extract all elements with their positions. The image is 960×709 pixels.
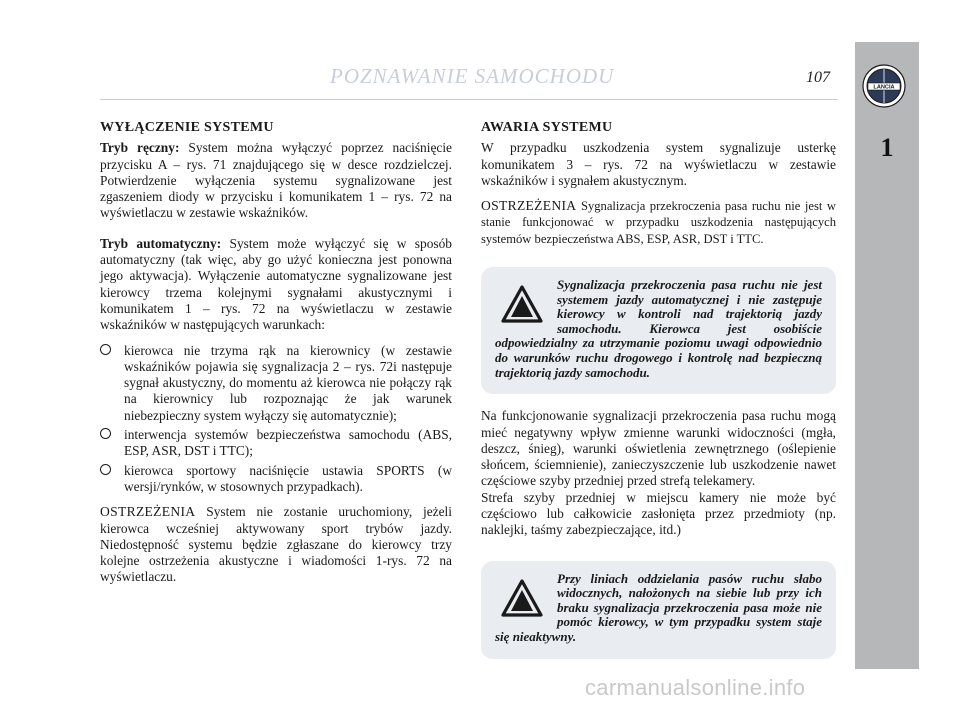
bullet-icon: [100, 464, 111, 475]
warning-box: [481, 267, 836, 394]
logo-text: LANCIA: [873, 84, 895, 91]
manual-mode-text: System można wyłączyć poprzez naciśnięcie przycisku A – rys. 71 znajdującego się w desce rozdzielczej. Potwierdzenie wyłączenia systemu sygnalizowane jest zgaszeniem diody w przycisku i komunikatem 1 – rys. 72 na wyświetlaczu w zestawie wskaźników.: [100, 140, 453, 221]
left-column: [100, 120, 452, 595]
automatic-mode-label: Tryb automatyczny:: [100, 235, 222, 251]
page-number: 107: [806, 69, 830, 86]
failure-paragraph: W przypadku uszkodzenia system sygnalizuje usterkę komunikatem 3 – rys. 72 na wyświetlaczu w zestawie wskaźników i sygnałem akustycznym.: [481, 140, 836, 188]
warning-paragraph-left: [100, 504, 452, 585]
warning-triangle-icon: [501, 578, 543, 618]
section-heading-failure: AWARIA SYSTEMU: [481, 120, 613, 135]
right-column: [481, 120, 836, 673]
header-rule: [100, 99, 838, 100]
automatic-mode-text: System może wyłączyć się w sposób automatyczny (tak więc, aby go użyć konieczna jest ponowna jego aktywacja). Wyłączenie automatyczne sygnalizowane jest kierowcy trzema kolejnymi sygnałami akustycznymi i komunikatem 1 – rys. 72 na wyświetlaczu w zestawie wskaźników w następujących warunkach:: [100, 235, 452, 333]
warning-box-text: Sygnalizacja przekroczenia pasa ruchu nie jest systemem jazdy automatycznej i nie zastępuje kierowcy w kontroli nad trajektorią jazdy samochodu. Kierowca jest osobiście odpowiedzialny za utrzymanie poziomu uwagi odpowiednio do warunków ruchu drogowego i kontrolę nad bezpieczną trajektorią jazdy samochodu.: [495, 277, 822, 380]
list-item: interwencja systemów bezpieczeństwa samochodu (ABS, ESP, ASR, DST i TTC);: [100, 427, 452, 460]
bullet-icon: [100, 344, 111, 355]
section-heading-disabling: WYŁĄCZENIE SYSTEMU: [100, 120, 274, 135]
warning-text: System nie zostanie uruchomiony, jeżeli kierowca wcześniej aktywowany sport trybów jazdy. Niedostępność systemu będzie zgłaszane do kierowcy trzy kolejne ostrzeżenia akustyczne i wiadomości 1-rys. 72 na wyświetlaczu.: [100, 504, 452, 585]
warning-paragraph-right: [481, 198, 836, 247]
bullet-icon: [100, 428, 111, 439]
warning-label: OSTRZEŻENIA: [481, 198, 577, 214]
lancia-logo-icon: [862, 64, 906, 108]
windshield-paragraph: Strefa szyby przedniej w miejscu kamery nie może być częściowo lub całkowicie zasłonięta przez przedmioty (np. naklejki, taśmy zabezpieczające, itd.): [481, 489, 836, 538]
list-item: kierowca nie trzyma rąk na kierownicy (w zestawie wskaźników pojawia się sygnalizacja 2 – rys. 72i następuje sygnał akustyczny, do momentu aż kierowca nie połączy rąk na kierownicy lub rozpoznając że jak warunek niebezpieczny system wyłączy się automatycznie);: [100, 343, 452, 424]
automatic-mode-paragraph: [100, 236, 452, 334]
conditions-list: [100, 343, 452, 496]
manual-mode-paragraph: [100, 140, 452, 221]
warning-triangle-icon: [501, 284, 543, 324]
chapter-number: 1: [880, 133, 894, 162]
visibility-paragraph: Na funkcjonowanie sygnalizacji przekroczenia pasa ruchu mogą mieć negatywny wpływ zmienne warunki widoczności (mgła, deszcz, śnieg), warunki oświetlenia zewnętrznego (oślepienie słońcem, ściemnienie), zanieczyszczenie lub uszkodzenie nawet częściowe szyby przedniej przed strefą telekamery.: [481, 408, 836, 489]
list-item: kierowca sportowy naciśnięcie ustawia SPORTS (w wersji/rynków, w stosownych przypadkach).: [100, 463, 452, 496]
warning-box-text: Przy liniach oddzielania pasów ruchu słabo widocznych, nałożonych na siebie lub przy ich braku sygnalizacja przekroczenia pasa może nie pomóc kierowcy, w tym przypadku system staje się nieaktywny.: [495, 570, 822, 644]
manual-mode-label: Tryb ręczny:: [100, 140, 180, 156]
watermark: carmanualsonline.info: [585, 675, 806, 700]
running-header-title: POZNAWANIE SAMOCHODU: [330, 64, 615, 88]
warning-label: OSTRZEŻENIA: [100, 504, 196, 520]
warning-text: Sygnalizacja przekroczenia pasa ruchu nie jest w stanie funkcjonować w przypadku uszkodzenia następujących systemów bezpieczeństwa ABS, ESP, ASR, DST i TTC.: [481, 199, 836, 246]
warning-box: [481, 561, 836, 659]
